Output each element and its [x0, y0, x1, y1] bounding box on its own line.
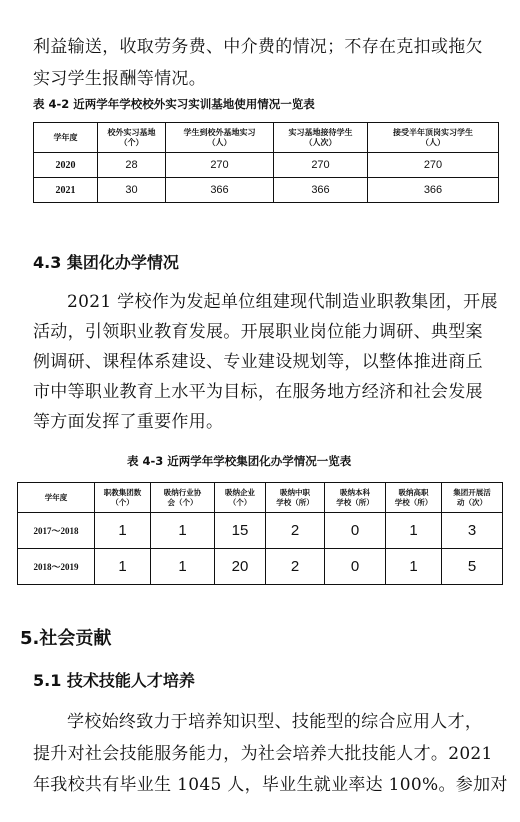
table-cell: 1 [386, 513, 442, 549]
table-cell: 2020 [34, 153, 98, 178]
paragraph-line: 活动，引领职业教育发展。开展职业岗位能力调研、典型案 [33, 322, 483, 342]
table-cell: 2 [266, 513, 325, 549]
table-cell: 366 [166, 178, 274, 203]
table-cell: 366 [274, 178, 368, 203]
subsection-heading: 5.1 技术技能人才培养 [33, 671, 195, 690]
header-cell: 学年度 [18, 483, 95, 513]
table-row [34, 153, 499, 178]
header-cell: 学生到校外基地实习 （人） [166, 123, 274, 153]
table-cell: 1 [386, 549, 442, 585]
table-cell: 2017～2018 [18, 513, 95, 549]
paragraph-line: 市中等职业教育上水平为目标，在服务地方经济和社会发展 [33, 382, 483, 402]
table-cell: 1 [95, 513, 151, 549]
paragraph-line: 学校始终致力于培养知识型、技能型的综合应用人才， [67, 712, 483, 732]
table-cell: 1 [151, 549, 215, 585]
table-caption: 表 4-2 近两学年学校校外实习实训基地使用情况一览表 [33, 97, 315, 111]
paragraph-line: 实习学生报酬等情况。 [33, 69, 206, 89]
table-cell: 1 [95, 549, 151, 585]
table-cell: 2018～2019 [18, 549, 95, 585]
table-cell: 2 [266, 549, 325, 585]
header-cell: 校外实习基地 （个） [98, 123, 166, 153]
table-cell: 366 [368, 178, 499, 203]
header-cell: 吸纳高职 学校（所） [386, 483, 442, 513]
paragraph-line: 2021 学校作为发起单位组建现代制造业职教集团，开展 [67, 292, 498, 312]
table-cell: 15 [215, 513, 266, 549]
table-cell: 270 [274, 153, 368, 178]
practice-base-table [33, 122, 499, 203]
table-header-row [34, 123, 499, 153]
header-cell: 接受半年顶岗实习学生 （人） [368, 123, 499, 153]
paragraph-line: 利益输送，收取劳务费、中介费的情况；不存在克扣或拖欠 [33, 37, 483, 57]
header-cell: 吸纳本科 学校（所） [325, 483, 386, 513]
table-row [18, 549, 503, 585]
header-cell: 吸纳行业协 会（个） [151, 483, 215, 513]
table-caption: 表 4-3 近两学年学校集团化办学情况一览表 [127, 454, 352, 468]
header-cell: 学年度 [34, 123, 98, 153]
paragraph-line: 等方面发挥了重要作用。 [33, 412, 224, 432]
table-cell: 5 [442, 549, 503, 585]
table-header-row [18, 483, 503, 513]
header-cell: 职教集团数 （个） [95, 483, 151, 513]
header-cell: 实习基地接待学生 （人次） [274, 123, 368, 153]
table-cell: 270 [368, 153, 499, 178]
table-row [18, 513, 503, 549]
table-cell: 1 [151, 513, 215, 549]
paragraph-line: 例调研、课程体系建设、专业建设规划等，以整体推进商丘 [33, 352, 483, 372]
table-cell: 2021 [34, 178, 98, 203]
group-schooling-table [17, 482, 503, 585]
table-cell: 270 [166, 153, 274, 178]
table-cell: 28 [98, 153, 166, 178]
section-heading: 4.3 集团化办学情况 [33, 253, 179, 272]
table-cell: 3 [442, 513, 503, 549]
paragraph-line: 提升对社会技能服务能力，为社会培养大批技能人才。2021 [33, 744, 493, 764]
section-heading: 5.社会贡献 [20, 628, 112, 649]
table-row [34, 178, 499, 203]
header-cell: 集团开展活 动（次） [442, 483, 503, 513]
header-cell: 吸纳中职 学校（所） [266, 483, 325, 513]
table-cell: 0 [325, 549, 386, 585]
header-cell: 吸纳企业 （个） [215, 483, 266, 513]
table-cell: 0 [325, 513, 386, 549]
table-cell: 20 [215, 549, 266, 585]
paragraph-line: 年我校共有毕业生 1045 人，毕业生就业率达 100%。参加对 [33, 775, 508, 795]
table-cell: 30 [98, 178, 166, 203]
